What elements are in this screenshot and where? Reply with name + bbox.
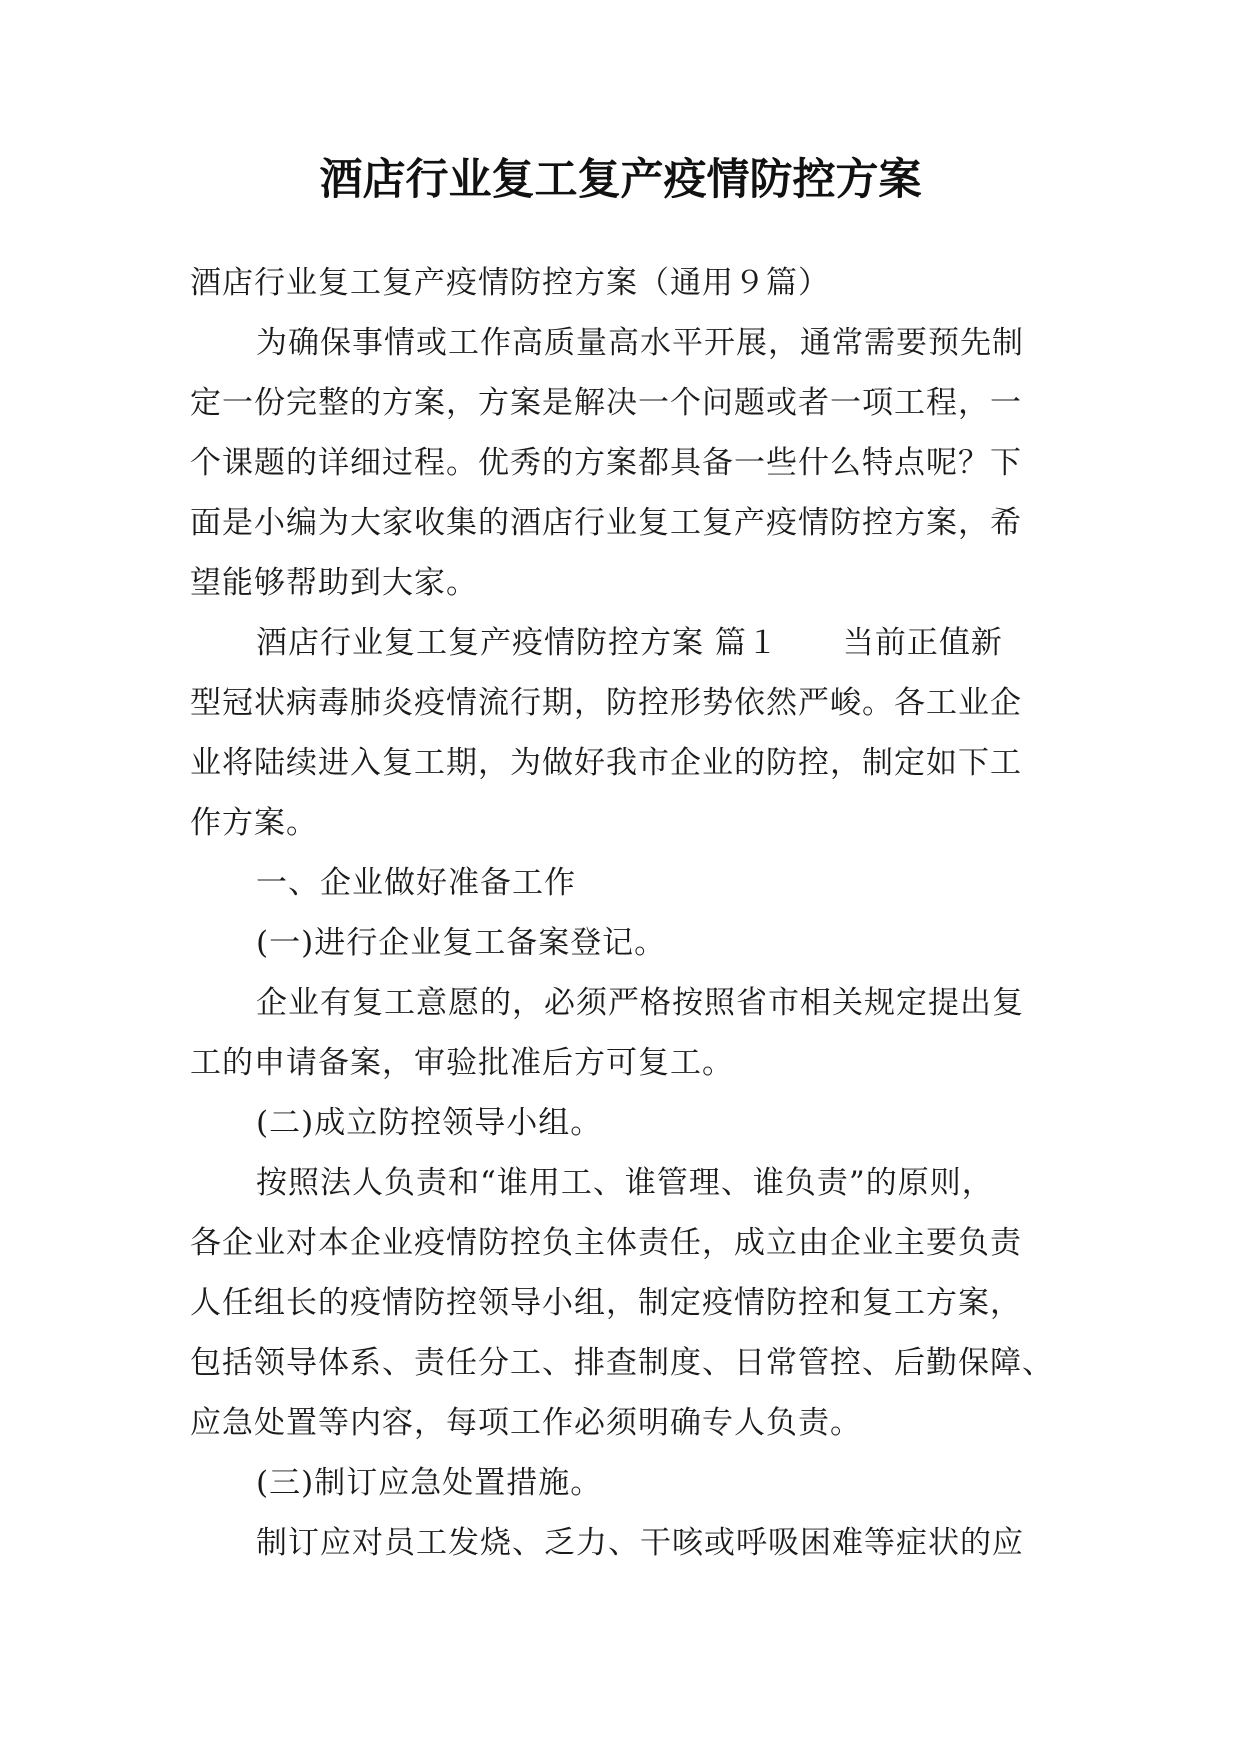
body-line: 业将陆续进入复工期，为做好我市企业的防控，制定如下工 [190, 745, 1022, 781]
body-line: 企业有复工意愿的，必须严格按照省市相关规定提出复 [256, 985, 1024, 1021]
body-line: 人任组长的疫情防控领导小组，制定疫情防控和复工方案， [190, 1285, 1022, 1321]
body-line: 工的申请备案，审验批准后方可复工。 [190, 1045, 734, 1081]
document-title: 酒店行业复工复产疫情防控方案 [319, 155, 922, 205]
body-line: 作方案。 [190, 805, 318, 841]
subheading-line: (一)进行企业复工备案登记。 [256, 925, 667, 961]
section-heading-line: 酒店行业复工复产疫情防控方案 篇１ 当前正值新 [256, 625, 1003, 661]
body-line: 按照法人负责和“谁用工、谁管理、谁负责”的原则， [256, 1165, 994, 1201]
body-line: 个课题的详细过程。优秀的方案都具备一些什么特点呢？下 [190, 445, 1022, 481]
subheading-line: (二)成立防控领导小组。 [256, 1105, 603, 1141]
body-line: 应急处置等内容，每项工作必须明确专人负责。 [190, 1405, 862, 1441]
body-line: 为确保事情或工作高质量高水平开展，通常需要预先制 [256, 325, 1024, 361]
body-line: 型冠状病毒肺炎疫情流行期，防控形势依然严峻。各工业企 [190, 685, 1022, 721]
body-line: 面是小编为大家收集的酒店行业复工复产疫情防控方案，希 [190, 505, 1022, 541]
subtitle-line: 酒店行业复工复产疫情防控方案（通用９篇） [190, 265, 830, 301]
subheading-line: (三)制订应急处置措施。 [256, 1465, 603, 1501]
body-line: 定一份完整的方案，方案是解决一个问题或者一项工程，一 [190, 385, 1022, 421]
body-line: 各企业对本企业疫情防控负主体责任，成立由企业主要负责 [190, 1225, 1022, 1261]
body-line: 制订应对员工发烧、乏力、干咳或呼吸困难等症状的应 [256, 1525, 1024, 1561]
heading-line: 一、企业做好准备工作 [256, 865, 576, 901]
body-line: 望能够帮助到大家。 [190, 565, 478, 601]
body-line: 包括领导体系、责任分工、排查制度、日常管控、后勤保障、 [190, 1345, 1054, 1381]
